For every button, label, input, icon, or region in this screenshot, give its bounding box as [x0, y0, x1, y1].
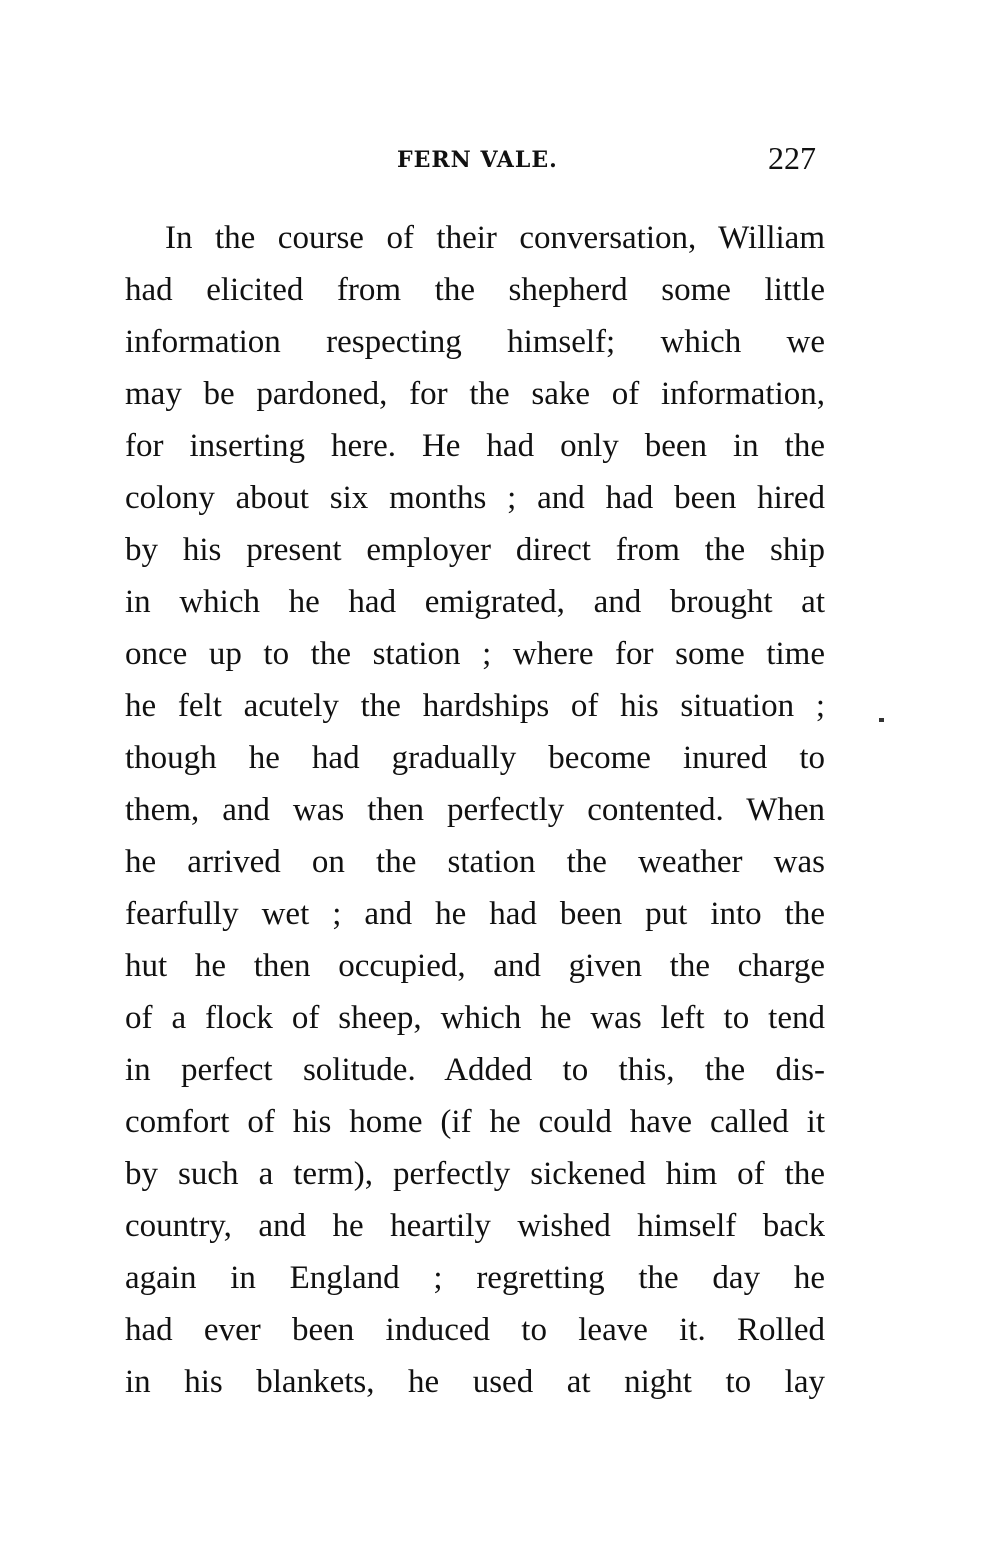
page-header [0, 140, 1000, 190]
text-line: by his present employer direct from the ship [125, 532, 825, 568]
text-line: once up to the station ; where for some time [125, 636, 825, 672]
text-line: hut he then occupied, and given the charge [125, 948, 825, 984]
text-line: in which he had emigrated, and brought at [125, 584, 825, 620]
text-line: he arrived on the station the weather was [125, 844, 825, 880]
running-head: FERN VALE. [397, 147, 558, 173]
text-line: in perfect solitude. Added to this, the dis- [125, 1052, 825, 1088]
text-line: comfort of his home (if he could have called it [125, 1104, 825, 1140]
ink-speck [879, 718, 884, 722]
text-line: he felt acutely the hardships of his situation ; [125, 688, 825, 724]
text-line: in his blankets, he used at night to lay [125, 1364, 825, 1400]
text-line: had ever been induced to leave it. Rolled [125, 1312, 825, 1348]
text-line: again in England ; regretting the day he [125, 1260, 825, 1296]
text-line: country, and he heartily wished himself back [125, 1208, 825, 1244]
text-line: had elicited from the shepherd some little [125, 272, 825, 308]
text-line: fearfully wet ; and he had been put into the [125, 896, 825, 932]
text-line: information respecting himself; which we [125, 324, 825, 360]
text-line: them, and was then perfectly contented. When [125, 792, 825, 828]
text-line: of a flock of sheep, which he was left to tend [125, 1000, 825, 1036]
page-number: 227 [768, 140, 816, 176]
text-line: by such a term), perfectly sickened him of the [125, 1156, 825, 1192]
text-line: may be pardoned, for the sake of information, [125, 376, 825, 412]
body-text [125, 212, 825, 1408]
text-line: for inserting here. He had only been in the [125, 428, 825, 464]
text-line: colony about six months ; and had been hired [125, 480, 825, 516]
text-line: In the course of their conversation, William [165, 220, 825, 256]
text-line: though he had gradually become inured to [125, 740, 825, 776]
